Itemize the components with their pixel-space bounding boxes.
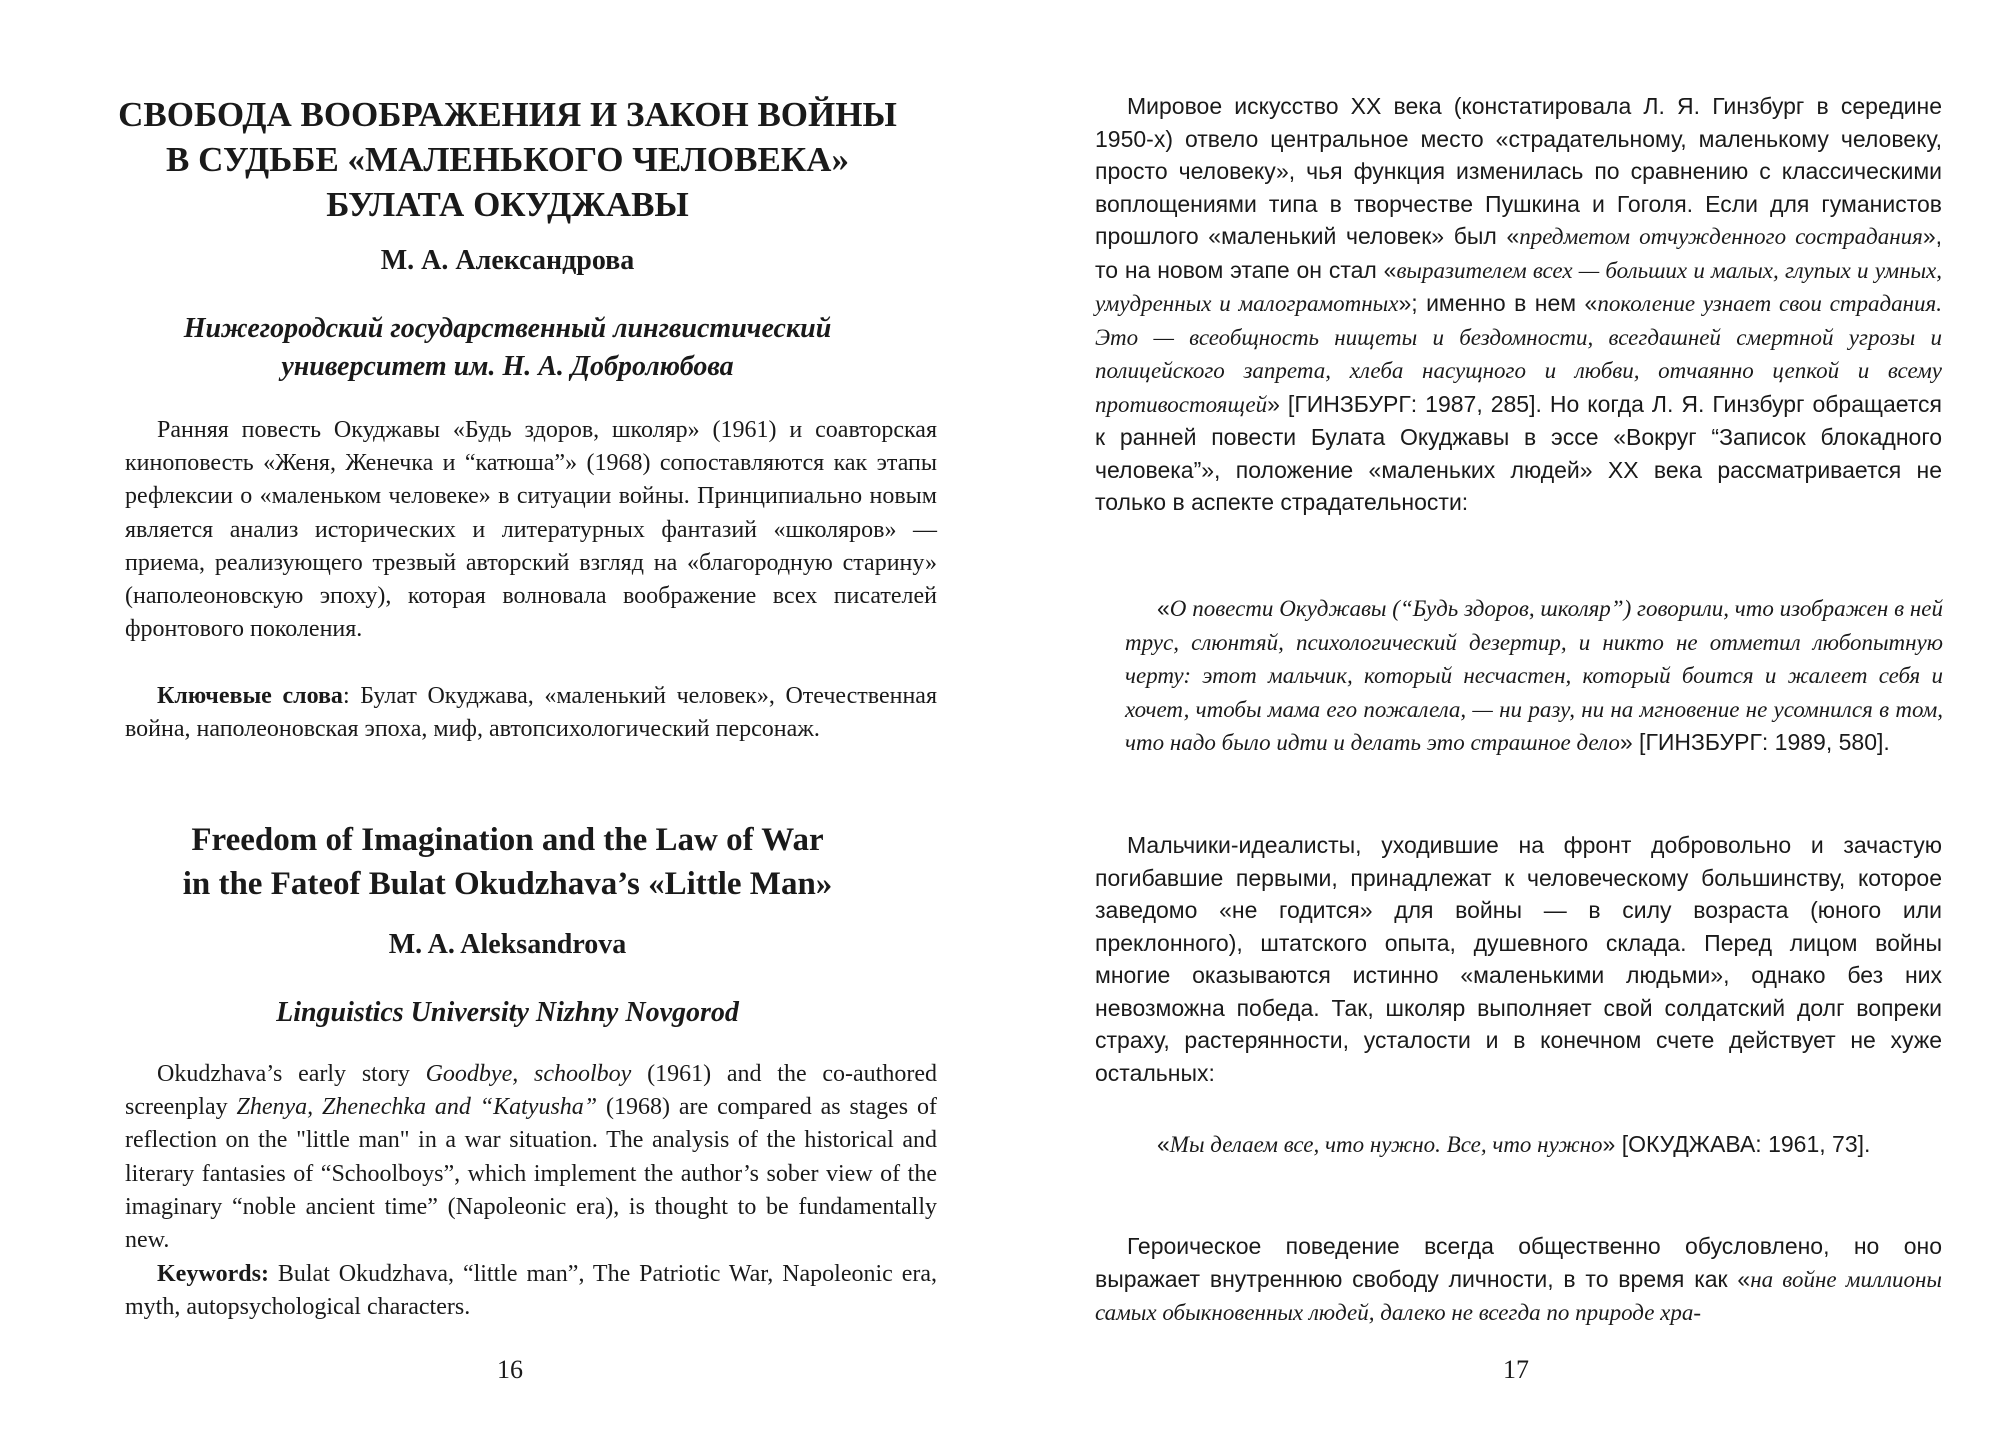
abstract-text: Okudzhava’s early story xyxy=(157,1061,426,1087)
affiliation-ru xyxy=(100,310,915,386)
abstract-text: (1961) and the co-authored screenplay xyxy=(125,1061,937,1121)
body-italic: предметом отчужденного сострадания xyxy=(1519,224,1923,249)
keywords-ru xyxy=(125,680,937,746)
keywords-label: Keywords: xyxy=(157,1261,269,1287)
affiliation-en: Linguistics University Nizhny Novgorod xyxy=(276,997,739,1028)
body-paragraph: Мальчики-идеалисты, уходившие на фронт добровольно и зачастую погибавшие первыми, принадлежат к человеческому большинству, которое заведомо «не годится» для войны — в силу возраста (юного или преклонного), штатского опыта, душевного склада. Перед лицом войны многие оказываются истинно «маленькими людьми», однако без них невозможна победа. Так, школяр выполняет свой солдатский долг вопреки страху, растерянности, усталости и в конечном счете действует не хуже остальных: xyxy=(1095,832,1942,1086)
keywords-label: Ключевые слова xyxy=(157,683,343,709)
title-line: БУЛАТА ОКУДЖАВЫ xyxy=(326,185,689,224)
article-title-en xyxy=(100,818,915,906)
quote-text: « xyxy=(1157,1131,1170,1157)
keywords-text: Bulat Okudzhava, “little man”, The Patriotic War, Napoleonic era, myth, autopsychological characters. xyxy=(125,1261,937,1321)
body-text: », то на новом этапе он стал « xyxy=(1095,223,1942,283)
body-paragraph xyxy=(1095,90,1942,519)
title-line: in the Fateof Bulat Okudzhava’s «Little Man» xyxy=(182,866,833,902)
abstract-en xyxy=(125,1058,937,1257)
body-text: » [ГИНЗБУРГ: 1987, 285]. Но когда Л. Я. Гинзбург обращается к ранней повести Булата Окуджавы в эссе «Вокруг “Записок блокадного человека”», положение «маленьких людей» XX века рассматривается не только в аспекте страдательности: xyxy=(1095,390,1942,515)
keywords-text: : Булат Окуджава, «маленький человек», Отечественная война, наполеоновская эпоха, миф, автопсихологический персонаж. xyxy=(125,683,937,743)
title-line: СВОБОДА ВООБРАЖЕНИЯ И ЗАКОН ВОЙНЫ xyxy=(118,95,897,134)
body-italic: выразителем всех — больших и малых, глупых и умных, умудренных и малограмотных xyxy=(1095,257,1943,316)
article-title-ru xyxy=(100,92,915,227)
abstract-text: (1968) are compared as stages of reflection on the "little man" in a war situation. The analysis of the historical and literary fantasies of “Schoolboys”, which implement the author’s sober view of the imaginary “noble ancient time” (Napoleonic era), is thought to be fundamentally new. xyxy=(125,1094,937,1254)
page-number-right: 17 xyxy=(1503,1355,1529,1384)
author-en: M. A. Aleksandrova xyxy=(388,929,627,960)
keywords-en xyxy=(125,1258,937,1324)
block-quote xyxy=(1125,592,1943,760)
affiliation-line: университет им. Н. А. Добролюбова xyxy=(281,351,734,382)
body-italic: на войне миллионы самых обыкновенных людей, далеко не всегда по природе хра- xyxy=(1095,1266,1942,1325)
quote-italic: Мы делаем все, что нужно. Все, что нужно xyxy=(1169,1132,1603,1157)
title-line: В СУДЬБЕ «МАЛЕНЬКОГО ЧЕЛОВЕКА» xyxy=(166,140,849,179)
body-italic: поколение узнает свои страдания. Это — всеобщность нищеты и бездомности, всегдашней смертной угрозы и полицейского запрета, хлеба насущного и любви, отчаянно цепкой и всему противостоящей xyxy=(1095,291,1942,417)
affiliation-line: Нижегородский государственный лингвистический xyxy=(183,313,832,344)
body-text: »; именно в нем « xyxy=(1398,290,1598,316)
abstract-italic: Zhenya, Zhenechka and “Katyusha” xyxy=(236,1094,598,1121)
quote-text: » [ОКУДЖАВА: 1961, 73]. xyxy=(1602,1131,1871,1157)
body-text: Мировое искусство XX века (констатировала Л. Я. Гинзбург в середине 1950-х) отвело центральное место «страдательному, маленькому человеку, просто человеку», чья функция изменилась по сравнению с классическими воплощениями типа в творчестве Пушкина и Гоголя. Если для гуманистов прошлого «маленький человек» был « xyxy=(1095,93,1942,249)
block-quote xyxy=(1125,1128,1943,1162)
author-ru: М. А. Александрова xyxy=(380,245,635,276)
abstract-ru: Ранняя повесть Окуджавы «Будь здоров, школяр» (1961) и соавторская киноповесть «Женя, Женечка и “катюша”» (1968) сопоставляются как этапы рефлексии о «маленьком человеке» в ситуации войны. Принципиально новым является анализ исторических и литературных фантазий «школяров» — приема, реализующего трезвый авторский взгляд на «благородную старину» (наполеоновскую эпоху), которая волновала воображение всех писателей фронтового поколения. xyxy=(125,417,937,643)
quote-italic: О повести Окуджавы (“Будь здоров, школяр”) говорили, что изображен в ней трус, слюнтяй, психологический дезертир, и никто не отметил любопытную черту: этот мальчик, который несчастен, который боится и жалеет себя и хочет, чтобы мама его пожалела, — ни разу, ни на мгновение не усомнился в том, что надо было идти и делать это страшное дело xyxy=(1125,596,1943,755)
quote-text: « xyxy=(1157,595,1170,621)
right-page xyxy=(1000,0,2000,1448)
body-text: Героическое поведение всегда общественно обусловлено, но оно выражает внутреннюю свободу личности, в то время как « xyxy=(1095,1233,1942,1292)
body-paragraph xyxy=(1095,1230,1942,1330)
title-line: Freedom of Imagination and the Law of War xyxy=(191,822,824,858)
page-number-left: 16 xyxy=(497,1355,523,1384)
abstract-italic: Goodbye, schoolboy xyxy=(425,1061,632,1087)
quote-text: » [ГИНЗБУРГ: 1989, 580]. xyxy=(1619,729,1890,755)
